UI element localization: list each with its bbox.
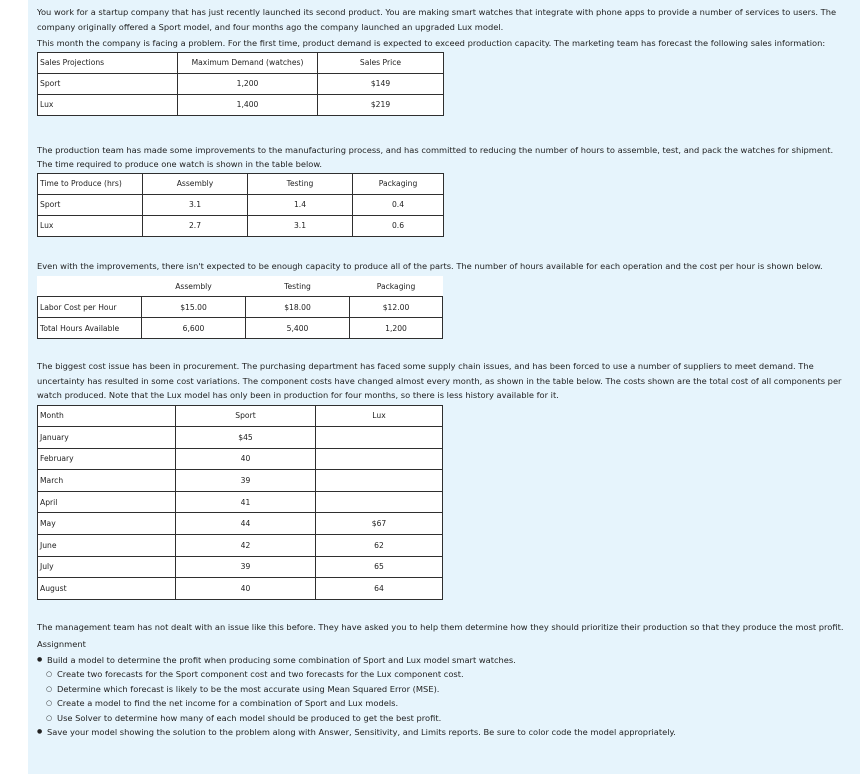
column-header: Sport <box>176 405 316 427</box>
table-row <box>38 73 444 94</box>
table-row <box>38 578 443 600</box>
column-header: Testing <box>248 173 353 194</box>
management-paragraph: The management team has not dealt with an issue like this before. They have asked you to help them determine how they should prioritize their production so that they produce the most profit. <box>37 621 844 632</box>
table-cell: 1.4 <box>248 194 353 215</box>
table-cell: April <box>38 491 176 513</box>
column-header: Month <box>38 405 176 427</box>
table-row <box>38 535 443 557</box>
table-header-row <box>38 405 443 427</box>
table-cell: 64 <box>316 578 443 600</box>
column-header: Assembly <box>175 281 212 291</box>
table-cell: 40 <box>176 578 316 600</box>
table-cell: Labor Cost per Hour <box>38 297 142 318</box>
table-cell <box>316 427 443 449</box>
column-header: Testing <box>284 281 311 291</box>
table-cell <box>316 448 443 470</box>
table-cell: May <box>38 513 176 535</box>
sales-projections-table <box>37 52 444 116</box>
table-cell: 44 <box>176 513 316 535</box>
table-cell: $67 <box>316 513 443 535</box>
intro-paragraph: You work for a startup company that has just recently launched its second product. You are making smart watches that integrate with phone apps to provide a number of services to users. The company originally offered a Sport model, and four months ago the company launched an upgraded Lux model. <box>37 7 837 32</box>
table-cell: 40 <box>176 448 316 470</box>
table-row <box>38 470 443 492</box>
table-header-row <box>38 52 444 73</box>
column-header: Sales Price <box>318 52 444 73</box>
table-row <box>38 513 443 535</box>
table-cell: $15.00 <box>142 297 246 318</box>
table-header-row <box>38 276 443 297</box>
table-cell: March <box>38 470 176 492</box>
table-cell: 62 <box>316 535 443 557</box>
list-item: ○ Determine which forecast is likely to be the most accurate using Mean Squared Error (MSE). <box>37 682 847 697</box>
table-row <box>38 556 443 578</box>
table-cell: 1,400 <box>178 94 318 115</box>
table-cell: Lux <box>38 215 143 236</box>
table-row <box>38 318 443 339</box>
table-cell: 5,400 <box>246 318 350 339</box>
table-row <box>38 297 443 318</box>
table-cell: August <box>38 578 176 600</box>
table-row <box>38 448 443 470</box>
table-cell <box>316 470 443 492</box>
table-cell: 0.4 <box>353 194 444 215</box>
table-cell: $45 <box>176 427 316 449</box>
time-to-produce-table <box>37 173 444 237</box>
list-item: ● Build a model to determine the profit when producing some combination of Sport and Lux model smart watches. <box>37 653 847 668</box>
capacity-table <box>37 276 443 339</box>
table-row <box>38 427 443 449</box>
procurement-paragraph: The biggest cost issue has been in procurement. The purchasing department has faced some supply chain issues, and has been forced to use a number of suppliers to meet demand. The uncertainty has resulted in some cost variations. The component costs have changed almost every month, as shown in the table below. The costs shown are the total cost of all components per watch produced. Note that the Lux model has only been in production for four months, so there is less history available for it. <box>37 361 842 400</box>
table-cell: January <box>38 427 176 449</box>
table-cell: Lux <box>38 94 178 115</box>
table-cell: 42 <box>176 535 316 557</box>
table-cell: 0.6 <box>353 215 444 236</box>
table-cell: 3.1 <box>143 194 248 215</box>
table-row <box>38 94 444 115</box>
capacity-paragraph: Even with the improvements, there isn't expected to be enough capacity to produce all of the parts. The number of hours available for each operation and the cost per hour is shown below. <box>37 260 823 271</box>
column-header <box>38 276 142 297</box>
column-header: Packaging <box>353 173 444 194</box>
table-cell <box>316 491 443 513</box>
column-header: Sales Projections <box>38 52 178 73</box>
table-cell: 39 <box>176 556 316 578</box>
list-item: ○ Use Solver to determine how many of each model should be produced to get the best profit. <box>37 711 847 726</box>
assignment-list <box>37 653 847 740</box>
table-cell: 41 <box>176 491 316 513</box>
table-cell: $149 <box>318 73 444 94</box>
table-cell: Total Hours Available <box>38 318 142 339</box>
table-row <box>38 194 444 215</box>
column-header: Lux <box>316 405 443 427</box>
table-cell: 3.1 <box>248 215 353 236</box>
column-header: Time to Produce (hrs) <box>38 173 143 194</box>
assignment-heading: Assignment <box>37 639 86 650</box>
column-header: Assembly <box>143 173 248 194</box>
table-cell: 2.7 <box>143 215 248 236</box>
table-cell: 1,200 <box>178 73 318 94</box>
table-row <box>38 491 443 513</box>
document-content <box>37 5 847 740</box>
table-cell: $12.00 <box>350 297 443 318</box>
list-item: ● Save your model showing the solution to the problem along with Answer, Sensitivity, and Limits reports. Be sure to color code the model appropriately. <box>37 725 847 740</box>
table-cell: June <box>38 535 176 557</box>
column-header: Packaging <box>376 281 416 291</box>
production-paragraph: The production team has made some improvements to the manufacturing process, and has committed to reducing the number of hours to assemble, test, and pack the watches for shipment. The time required to produce one watch is shown in the table below. <box>37 144 834 169</box>
list-item: ○ Create a model to find the net income for a combination of Sport and Lux models. <box>37 696 847 711</box>
table-cell: $219 <box>318 94 444 115</box>
column-header: Maximum Demand (watches) <box>178 52 318 73</box>
table-cell: $18.00 <box>246 297 350 318</box>
table-cell: 65 <box>316 556 443 578</box>
table-cell: Sport <box>38 73 178 94</box>
component-cost-table <box>37 405 443 600</box>
table-cell: 39 <box>176 470 316 492</box>
left-margin <box>0 0 28 774</box>
problem-paragraph: This month the company is facing a problem. For the first time, product demand is expected to exceed production capacity. The marketing team has forecast the following sales information: <box>37 38 826 48</box>
table-row <box>38 215 444 236</box>
table-cell: July <box>38 556 176 578</box>
table-cell: Sport <box>38 194 143 215</box>
table-header-row <box>38 173 444 194</box>
table-cell: February <box>38 448 176 470</box>
table-cell: 1,200 <box>350 318 443 339</box>
list-item: ○ Create two forecasts for the Sport component cost and two forecasts for the Lux component cost. <box>37 667 847 682</box>
table-cell: 6,600 <box>142 318 246 339</box>
